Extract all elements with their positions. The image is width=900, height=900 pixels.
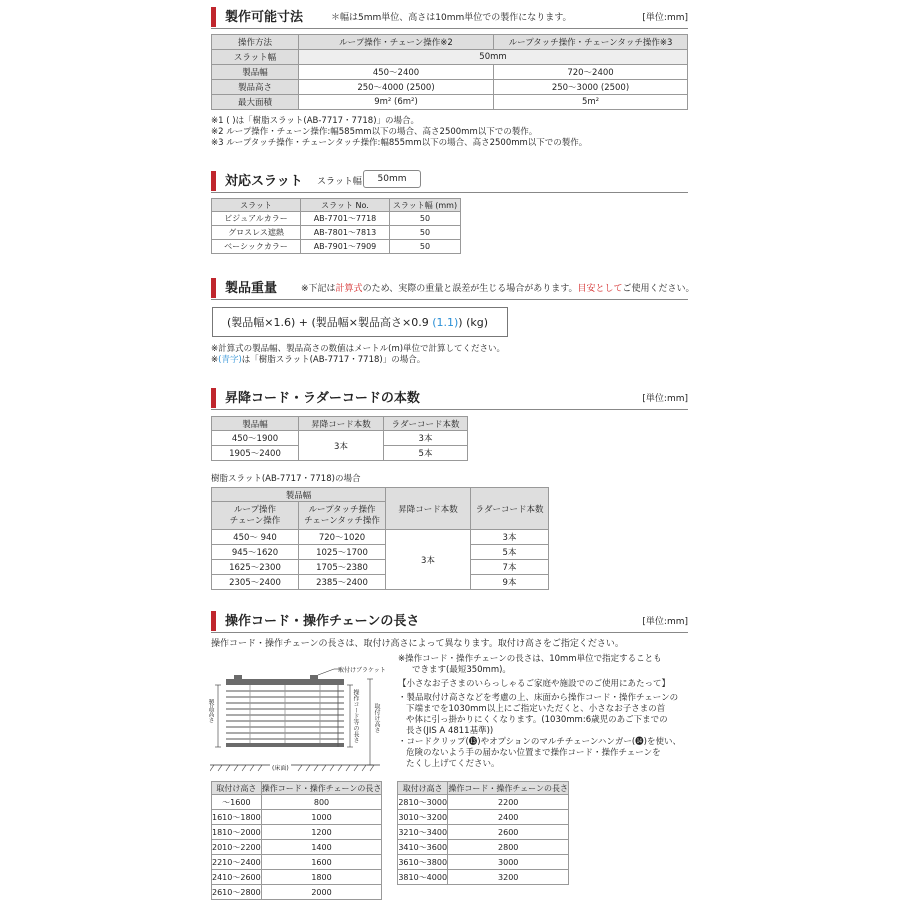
cell: 2400 <box>448 810 569 825</box>
cell: 1600 <box>261 855 382 870</box>
cell: 9本 <box>471 575 549 590</box>
header: スラット No. <box>301 199 390 212</box>
cell: 450～1900 <box>212 431 299 446</box>
header: 昇降コード本数 <box>299 417 384 431</box>
cell: 50 <box>390 226 461 240</box>
header-line: ループ操作 <box>233 504 277 515</box>
note-highlight: 目安として <box>577 284 623 294</box>
formula-text: (製品幅×1.6) + (製品幅×製品高さ×0.9 <box>227 316 433 329</box>
slat-table <box>211 198 461 254</box>
cell: 3本 <box>299 431 384 461</box>
formula-resin-value: (1.1) <box>432 316 459 329</box>
cell: 2410～2600 <box>212 870 262 885</box>
note-line: 長さ(JIS A 4811基準)) <box>406 726 494 736</box>
cell: AB-7701～7718 <box>301 212 390 226</box>
note-blue: (青字) <box>218 355 242 365</box>
mount-height-label: 取付け高さ <box>373 703 380 733</box>
cell: 1610～1800 <box>212 810 262 825</box>
cell: 2210～2400 <box>212 855 262 870</box>
row-label: 最大面積 <box>212 95 299 110</box>
floor-label: (床面) <box>272 765 289 772</box>
header: 操作コード・操作チェーンの長さ <box>261 783 382 793</box>
note-line: ・コードクリップ(⓭)やオプションのマルチチェーンハンガー(⓮)を使い、 <box>398 737 681 747</box>
cell: 250～3000 (2500) <box>494 80 688 95</box>
cell: 1000 <box>261 810 382 825</box>
cell: 2000 <box>261 885 382 900</box>
unit-label: [単位:mm] <box>642 617 688 627</box>
note-text: ※ <box>211 355 219 365</box>
note-text: ※下記は <box>301 284 336 294</box>
weight-formula-box <box>212 307 508 337</box>
section-marker <box>211 171 216 191</box>
cell: ビジュアルカラー <box>212 212 301 226</box>
note-line: ※操作コード・操作チェーンの長さは、10mm単位で指定することも <box>398 654 662 664</box>
cord-length-table-right <box>397 781 569 885</box>
section-title: 製品重量 <box>225 281 278 296</box>
section-title: 対応スラット <box>225 174 303 189</box>
note-text: のため、実際の重量と誤差が生じる場合があります。 <box>362 284 578 294</box>
note-line: 危険のないよう手の届かない位置まで操作コード・操作チェーンを <box>406 748 661 758</box>
cell: 1025～1700 <box>299 545 386 560</box>
cell: 9m² (6m²) <box>299 95 494 110</box>
header-line: チェーン操作 <box>229 515 281 526</box>
cell: 720～1020 <box>299 530 386 545</box>
cell: 720～2400 <box>494 65 688 80</box>
cord-length-label: 操作コード等の長さ <box>352 689 359 743</box>
cell: 5本 <box>471 545 549 560</box>
cell: 1400 <box>261 840 382 855</box>
note-line: 下端までを1030mm以上にご指定いただくと、小さなお子さまの首 <box>406 704 666 714</box>
footnote: ※2 ループ操作・チェーン操作:幅585mm以下の場合、高さ2500mm以下での製作。 <box>211 127 538 137</box>
cell: 1810～2000 <box>212 825 262 840</box>
cord-count-table <box>211 416 468 461</box>
cell: 2600 <box>448 825 569 840</box>
section-marker <box>211 388 216 408</box>
cell: 2385～2400 <box>299 575 386 590</box>
dimension-table <box>211 34 688 110</box>
header-line: ループタッチ操作 <box>308 504 376 515</box>
header-line: チェーンタッチ操作 <box>304 515 380 526</box>
cell: 3本 <box>471 530 549 545</box>
header-method: 操作方法 <box>212 35 299 50</box>
cell: 3610～3800 <box>398 855 448 870</box>
note-heading: 【小さなお子さまのいらっしゃるご家庭や施設でのご使用にあたって】 <box>398 679 671 689</box>
header: 操作コード・操作チェーンの長さ <box>448 783 568 793</box>
cell: 3本 <box>384 431 468 446</box>
note-line: できます(最短350mm)。 <box>412 665 511 675</box>
cell: AB-7901～7909 <box>301 240 390 254</box>
slat-width-box: 50mm <box>363 170 421 188</box>
header <box>299 502 386 530</box>
header: スラット幅 (mm) <box>390 199 461 212</box>
bracket-label: 取付けブラケット <box>338 667 386 674</box>
unit-label: [単位:mm] <box>642 13 688 23</box>
sub-caption: 樹脂スラット(AB-7717・7718)の場合 <box>211 474 361 484</box>
cell: 1200 <box>261 825 382 840</box>
cell: 450～2400 <box>299 65 494 80</box>
cell: 3810～4000 <box>398 870 448 885</box>
header: 製品幅 <box>212 417 299 431</box>
cell: 1800 <box>261 870 382 885</box>
cell: ～1600 <box>212 795 262 810</box>
cell: 50mm <box>299 50 688 65</box>
cord-length-table-left <box>211 781 382 900</box>
section-header-weight <box>211 277 695 300</box>
section-title: 製作可能寸法 <box>225 10 304 25</box>
note-line: たくし上げてください。 <box>406 759 500 769</box>
cell: 3200 <box>448 870 569 885</box>
cell: 3本 <box>386 530 471 590</box>
cell: ベーシックカラー <box>212 240 301 254</box>
cell: 3010～3200 <box>398 810 448 825</box>
row-label: 製品幅 <box>212 65 299 80</box>
slat-width-label: スラット幅 <box>317 177 362 187</box>
row-label: スラット幅 <box>212 50 299 65</box>
header: ラダーコード本数 <box>384 417 468 431</box>
header-loop-touch: ループタッチ操作・チェーンタッチ操作※3 <box>494 35 688 50</box>
cell: 2200 <box>448 795 569 810</box>
cell: 2800 <box>448 840 569 855</box>
section-note: ＊幅は5mm単位、高さは10mm単位での製作になります。 <box>331 13 572 23</box>
row-label: 製品高さ <box>212 80 299 95</box>
header: スラット <box>212 199 301 212</box>
section-marker <box>211 611 216 631</box>
cell: 450～ 940 <box>212 530 299 545</box>
footnote <box>211 355 425 366</box>
resin-cord-table <box>211 487 549 590</box>
cell: 3410～3600 <box>398 840 448 855</box>
header: ラダーコード本数 <box>471 488 549 530</box>
cell: グロスレス遮熱 <box>212 226 301 240</box>
cell: 50 <box>390 212 461 226</box>
note-line: や体に引っ掛かりにくくなります。(1030mm:6歳児のあご下までの <box>406 715 668 725</box>
formula-text: ) (kg) <box>458 316 489 329</box>
cell: 1625～2300 <box>212 560 299 575</box>
height-label: 製品高さ <box>207 699 214 723</box>
cell: 50 <box>390 240 461 254</box>
header: 取付け高さ <box>212 782 262 795</box>
footnote: ※3 ループタッチ操作・チェーンタッチ操作:幅855mm以下の場合、高さ2500mm以下での製作。 <box>211 138 588 148</box>
footnote: ※1 ( )は「樹脂スラット(AB-7717・7718)」の場合。 <box>211 116 420 126</box>
cell: 800 <box>261 795 382 810</box>
cell: 3000 <box>448 855 569 870</box>
unit-label: [単位:mm] <box>642 394 688 404</box>
cell: 3210～3400 <box>398 825 448 840</box>
note-text: ご使用ください。 <box>622 284 695 294</box>
section-marker <box>211 7 216 27</box>
footnote: ※計算式の製品幅、製品高さの数値はメートル(m)単位で計算してください。 <box>211 344 506 354</box>
cell: AB-7801～7813 <box>301 226 390 240</box>
blind-diagram <box>207 665 396 773</box>
note-line: ・製品取付け高さなどを考慮の上、床面から操作コード・操作チェーンの <box>398 693 679 703</box>
header: 製品幅 <box>212 488 386 502</box>
cell: 2010～2200 <box>212 840 262 855</box>
cell: 2610～2800 <box>212 885 262 900</box>
note-highlight: 計算式 <box>335 284 363 294</box>
cord-notes <box>398 654 681 770</box>
header: 昇降コード本数 <box>386 488 471 530</box>
section-marker <box>211 278 216 298</box>
section-header-dimensions <box>211 6 688 29</box>
header-loop: ループ操作・チェーン操作※2 <box>299 35 494 50</box>
blind-diagram-svg <box>210 665 396 773</box>
cell: 250～4000 (2500) <box>299 80 494 95</box>
section-note <box>301 281 695 294</box>
cell: 1905～2400 <box>212 446 299 461</box>
section-header-cord-length <box>211 610 688 633</box>
header: 取付け高さ <box>398 782 448 795</box>
header <box>212 502 299 530</box>
section-header-slat <box>211 170 688 193</box>
cell: 1705～2380 <box>299 560 386 575</box>
cell: 945～1620 <box>212 545 299 560</box>
cell: 5m² <box>494 95 688 110</box>
note-text: は「樹脂スラット(AB-7717・7718)」の場合。 <box>241 355 426 365</box>
section-title: 操作コード・操作チェーンの長さ <box>225 614 420 629</box>
cell: 2305～2400 <box>212 575 299 590</box>
section-header-cords <box>211 387 688 410</box>
cell: 7本 <box>471 560 549 575</box>
cell: 5本 <box>384 446 468 461</box>
intro-text: 操作コード・操作チェーンの長さは、取付け高さによって異なります。取付け高さをご指定ください。 <box>211 639 624 649</box>
cell: 2810～3000 <box>398 795 448 810</box>
section-title: 昇降コード・ラダーコードの本数 <box>225 391 420 406</box>
